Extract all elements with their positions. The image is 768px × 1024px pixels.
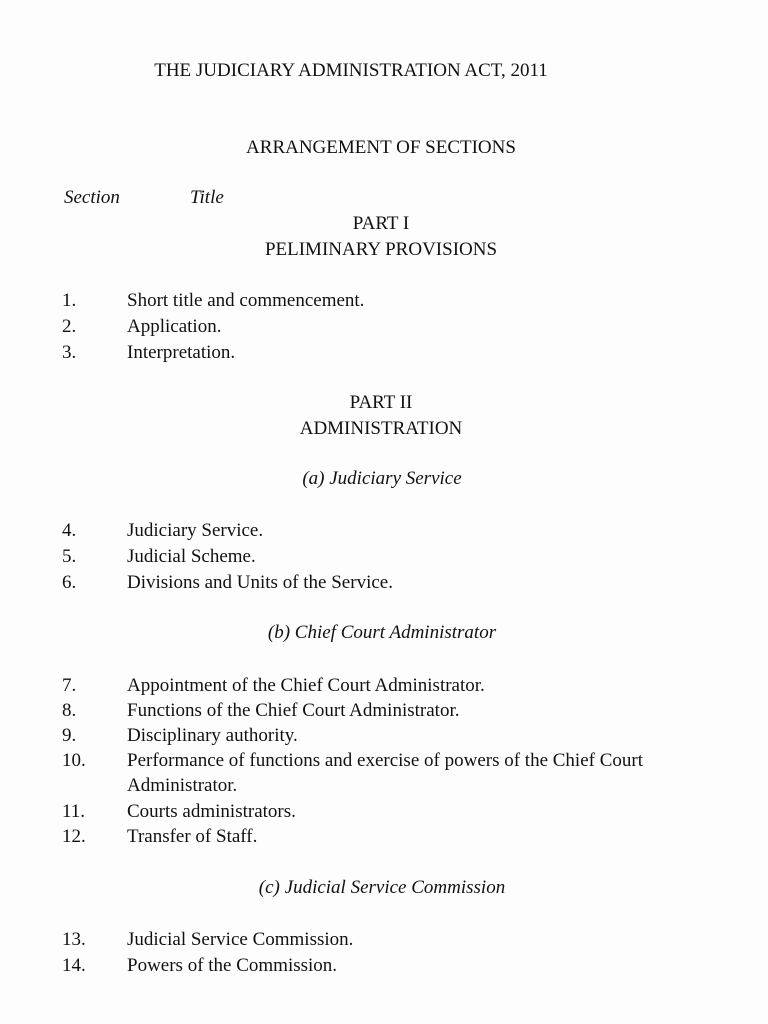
part-name: PELIMINARY PROVISIONS: [264, 239, 498, 260]
section-number: 8.: [62, 700, 77, 721]
section-title: Transfer of Staff.: [127, 826, 258, 847]
subheading: (a) Judiciary Service: [302, 468, 462, 489]
section-title: Powers of the Commission.: [127, 955, 338, 976]
arrangement-heading: ARRANGEMENT OF SECTIONS: [246, 137, 516, 158]
section-number: 12.: [62, 826, 86, 847]
column-header-title: Title: [190, 187, 224, 208]
section-number: 5.: [62, 546, 77, 567]
section-title: Judicial Service Commission.: [127, 929, 354, 950]
section-title-continuation: Administrator.: [127, 775, 238, 796]
section-title: Functions of the Chief Court Administrator.: [127, 700, 460, 721]
section-title: Application.: [127, 316, 222, 337]
section-number: 11.: [62, 801, 86, 822]
section-number: 14.: [62, 955, 86, 976]
section-number: 9.: [62, 725, 77, 746]
section-title: Interpretation.: [127, 342, 236, 363]
section-number: 7.: [62, 675, 77, 696]
part-label: PART I: [352, 213, 410, 234]
part-name: ADMINISTRATION: [299, 418, 463, 439]
section-number: 6.: [62, 572, 77, 593]
section-title: Divisions and Units of the Service.: [127, 572, 393, 593]
section-title: Courts administrators.: [127, 801, 296, 822]
section-number: 10.: [62, 750, 86, 771]
section-title: Appointment of the Chief Court Administrator.: [127, 675, 485, 696]
part-label: PART II: [349, 392, 413, 413]
section-title: Disciplinary authority.: [127, 725, 298, 746]
section-title: Performance of functions and exercise of powers of the Chief Court: [127, 750, 643, 771]
section-number: 2.: [62, 316, 77, 337]
section-number: 3.: [62, 342, 77, 363]
column-header-section: Section: [64, 187, 120, 208]
subheading: (b) Chief Court Administrator: [267, 622, 497, 643]
document-title: THE JUDICIARY ADMINISTRATION ACT, 2011: [154, 60, 548, 81]
section-title: Judicial Scheme.: [127, 546, 256, 567]
section-number: 1.: [62, 290, 77, 311]
section-number: 13.: [62, 929, 86, 950]
section-title: Judiciary Service.: [127, 520, 264, 541]
subheading: (c) Judicial Service Commission: [258, 877, 506, 898]
section-number: 4.: [62, 520, 77, 541]
section-title: Short title and commencement.: [127, 290, 365, 311]
